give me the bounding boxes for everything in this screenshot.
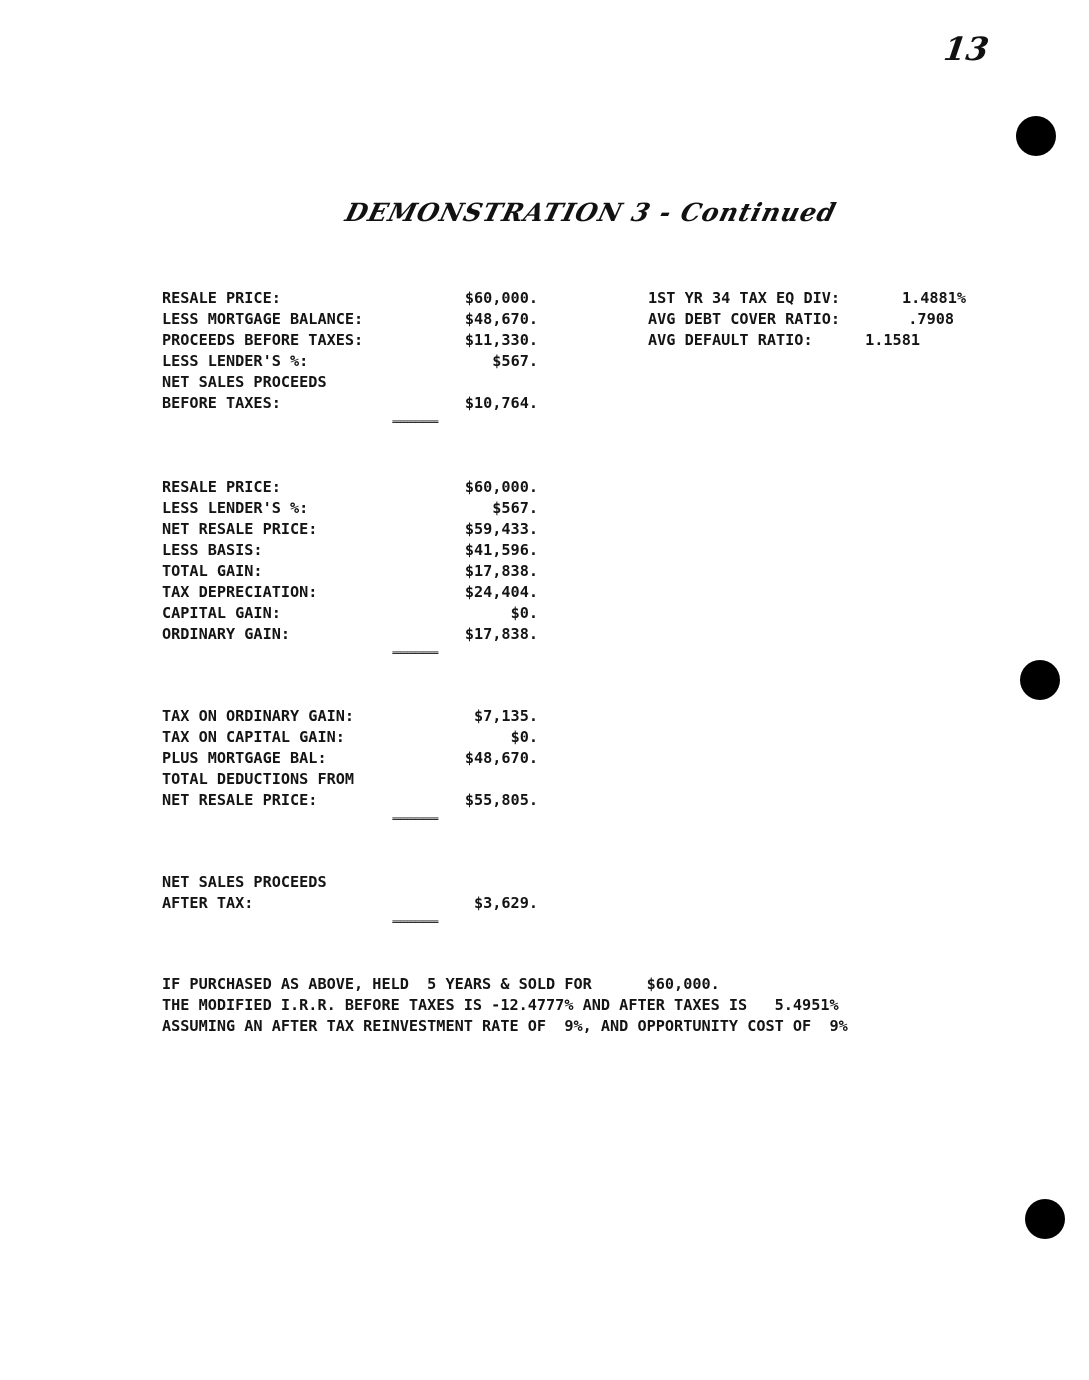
row-label: PROCEEDS BEFORE TAXES:: [162, 331, 364, 349]
row-value: $17,838.: [464, 562, 538, 580]
row-label: TAX ON CAPITAL GAIN:: [162, 728, 345, 746]
summary-line: IF PURCHASED AS ABOVE, HELD 5 YEARS & SOLD FOR $60,000.: [162, 975, 720, 993]
ratio-label: AVG DEFAULT RATIO:: [648, 331, 813, 349]
row-value: $0.: [510, 604, 538, 622]
row-value: $48,670.: [464, 749, 538, 767]
row-value: $0.: [510, 728, 538, 746]
page-number: 13: [941, 30, 992, 68]
row-value: $60,000.: [464, 289, 538, 307]
page-heading: DEMONSTRATION 3 - Continued: [342, 198, 840, 227]
row-value: $10,764.: [464, 394, 538, 412]
double-rule: ============: [392, 918, 438, 926]
row-label: NET RESALE PRICE:: [162, 520, 318, 538]
row-value: $567.: [492, 499, 538, 517]
row-label: NET SALES PROCEEDS: [162, 373, 327, 391]
punch-hole: [1025, 1199, 1065, 1239]
punch-hole: [1016, 116, 1056, 156]
row-value: $60,000.: [464, 478, 538, 496]
punch-hole: [1020, 660, 1060, 700]
row-value: $17,838.: [464, 625, 538, 643]
row-label: BEFORE TAXES:: [162, 394, 281, 412]
row-label: RESALE PRICE:: [162, 478, 281, 496]
row-value: $7,135.: [473, 707, 538, 725]
row-label: LESS MORTGAGE BALANCE:: [162, 310, 364, 328]
row-label: TAX DEPRECIATION:: [162, 583, 318, 601]
row-label: TOTAL GAIN:: [162, 562, 263, 580]
row-value: $3,629.: [473, 894, 538, 912]
row-label: TAX ON ORDINARY GAIN:: [162, 707, 355, 725]
double-rule: ============: [392, 649, 438, 657]
ratio-label: AVG DEBT COVER RATIO:: [648, 310, 841, 328]
row-value: $41,596.: [464, 541, 538, 559]
row-label: PLUS MORTGAGE BAL:: [162, 749, 327, 767]
ratio-value: 1.1581: [865, 331, 920, 349]
row-label: NET SALES PROCEEDS: [162, 873, 327, 891]
row-value: $55,805.: [464, 791, 538, 809]
row-label: LESS BASIS:: [162, 541, 263, 559]
ratio-label: 1ST YR 34 TAX EQ DIV:: [648, 289, 841, 307]
row-value: $11,330.: [464, 331, 538, 349]
row-value: $24,404.: [464, 583, 538, 601]
row-label: ORDINARY GAIN:: [162, 625, 291, 643]
row-label: CAPITAL GAIN:: [162, 604, 281, 622]
ratio-value: 1.4881%: [901, 289, 966, 307]
row-label: TOTAL DEDUCTIONS FROM: [162, 770, 355, 788]
row-value: $59,433.: [464, 520, 538, 538]
ratio-value: .7908: [908, 310, 954, 328]
row-label: LESS LENDER'S %:: [162, 499, 309, 517]
row-label: LESS LENDER'S %:: [162, 352, 309, 370]
row-label: AFTER TAX:: [162, 894, 254, 912]
row-value: $567.: [492, 352, 538, 370]
summary-line: ASSUMING AN AFTER TAX REINVESTMENT RATE OF 9%, AND OPPORTUNITY COST OF 9%: [162, 1017, 848, 1035]
row-label: RESALE PRICE:: [162, 289, 281, 307]
summary-line: THE MODIFIED I.R.R. BEFORE TAXES IS -12.4777% AND AFTER TAXES IS 5.4951%: [162, 996, 839, 1014]
row-label: NET RESALE PRICE:: [162, 791, 318, 809]
row-value: $48,670.: [464, 310, 538, 328]
double-rule: ============: [392, 815, 438, 823]
double-rule: ============: [392, 418, 438, 426]
